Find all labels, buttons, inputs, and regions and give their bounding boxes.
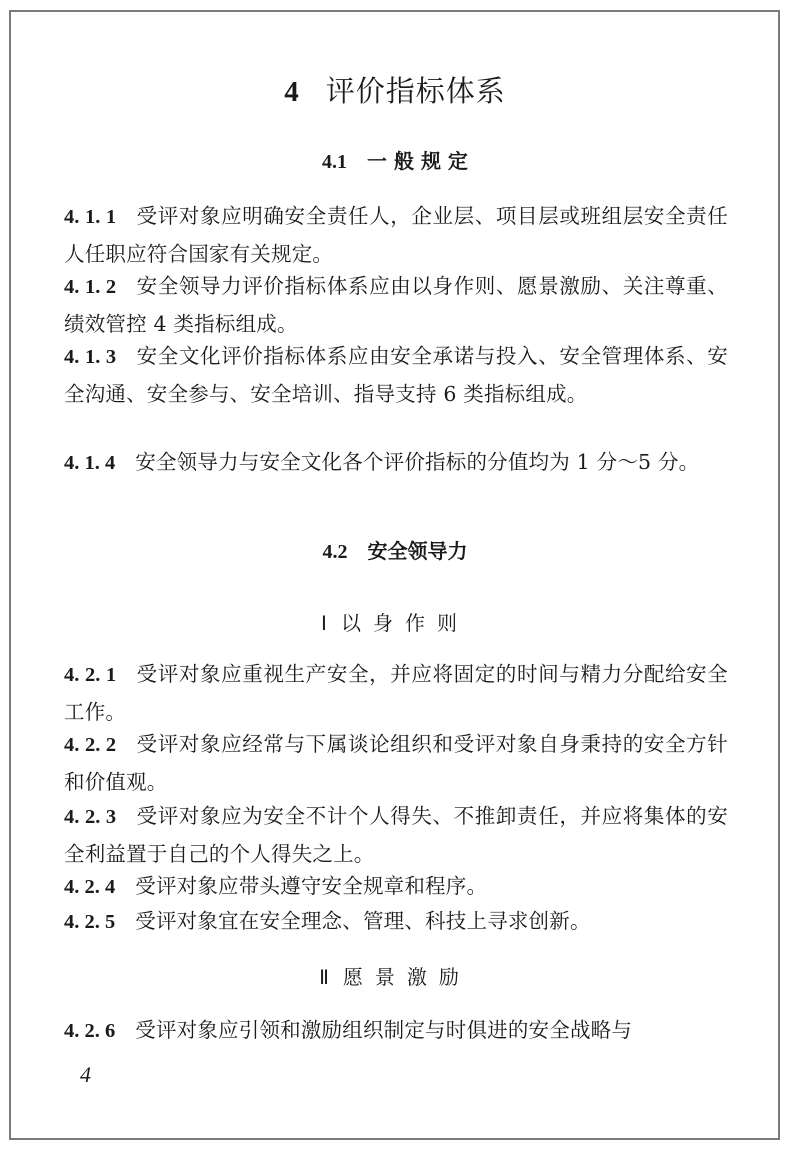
clause-4-1-3 [64,338,728,413]
clause-number: 4. 1. 1 [64,206,117,228]
page-number: 4 [80,1062,91,1087]
clause-4-2-3 [64,798,728,873]
clause-4-2-1 [64,656,728,731]
section-title-text: 一 般 规 定 [367,149,468,173]
clause-number: 4. 2. 1 [64,664,117,686]
clause-text: 受评对象宜在安全理念、管理、科技上寻求创新。 [135,909,591,933]
clause-number: 4. 1. 4 [64,452,116,474]
clause-number: 4. 2. 6 [64,1020,116,1042]
section-title-safety-leadership [0,538,790,565]
clause-4-2-6 [64,1012,728,1050]
clause-4-1-1 [64,198,728,273]
clause-number: 4. 2. 3 [64,806,117,828]
subsection-roman: Ⅱ [319,967,329,989]
clause-4-1-4 [64,444,728,482]
clause-text: 安全文化评价指标体系应由安全承诺与投入、安全管理体系、安全沟通、安全参与、安全培训、指导支持 6 类指标组成。 [64,344,729,406]
clause-text: 受评对象应引领和激励组织制定与时俱进的安全战略与 [135,1018,633,1042]
section-number: 4.1 [322,151,348,173]
clause-4-1-2 [64,268,728,343]
clause-text: 安全领导力与安全文化各个评价指标的分值均为 1 分～5 分。 [135,450,700,474]
section-title-general [0,148,790,175]
clause-number: 4. 1. 2 [64,276,117,298]
subsection-title-vision-motivation [0,964,790,991]
clause-text: 受评对象应重视生产安全，并应将固定的时间与精力分配给安全工作。 [64,662,729,724]
chapter-number: 4 [284,76,300,108]
chapter-title-text: 评价指标体系 [325,74,506,108]
clause-4-2-5 [64,903,728,941]
clause-number: 4. 1. 3 [64,346,117,368]
clause-text: 受评对象应带头遵守安全规章和程序。 [135,874,488,898]
clause-text: 安全领导力评价指标体系应由以身作则、愿景激励、关注尊重、绩效管控 4 类指标组成。 [64,274,729,336]
clause-number: 4. 2. 4 [64,876,116,898]
subsection-title-text: 以身作则 [340,611,469,635]
section-title-text: 安全领导力 [367,539,468,563]
section-number: 4.2 [322,541,348,563]
clause-number: 4. 2. 2 [64,734,117,756]
clause-text: 受评对象应经常与下属谈论组织和受评对象自身秉持的安全方针和价值观。 [64,732,729,794]
clause-4-2-4 [64,868,728,906]
subsection-roman: Ⅰ [321,613,327,635]
chapter-title [0,73,790,110]
subsection-title-lead-by-example [0,610,790,637]
clause-4-2-2 [64,726,728,801]
subsection-title-text: 愿景激励 [342,965,471,989]
clause-text: 受评对象应为安全不计个人得失、不推卸责任，并应将集体的安全利益置于自己的个人得失之上。 [64,804,729,866]
clause-number: 4. 2. 5 [64,911,116,933]
clause-text: 受评对象应明确安全责任人，企业层、项目层或班组层安全责任人任职应符合国家有关规定。 [64,204,729,266]
